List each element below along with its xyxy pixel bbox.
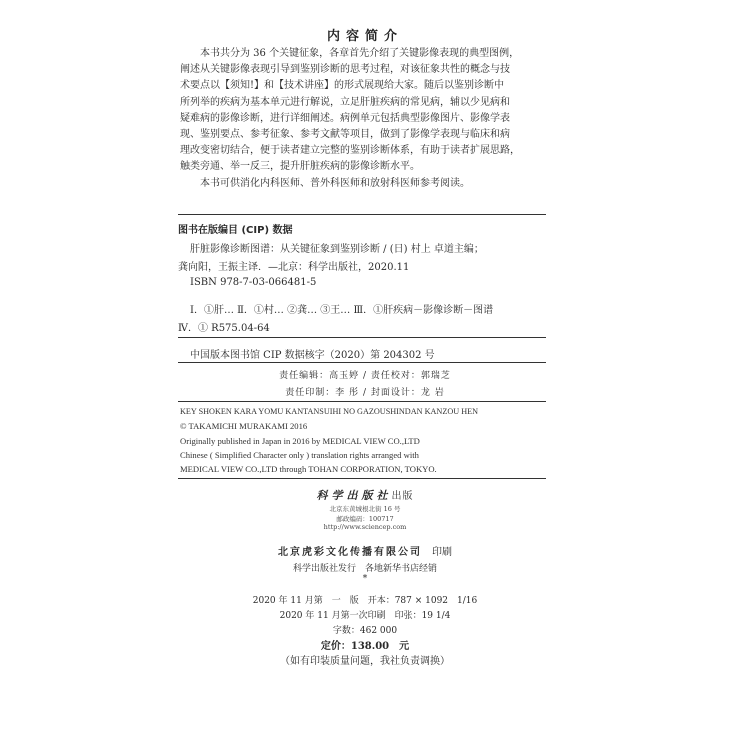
price: 定价：138.00 元 [320,641,410,652]
intro-line: 触类旁通、举一反三，提升肝脏疾病的影像诊断水平。 [180,161,420,173]
rights-agency: MEDICAL VIEW CO.,LTD through TOHAN CORPORATION, TOKYO. [180,464,437,474]
intro-line: 疑难病的影像诊断，进行详细阐述。病例单元包括典型影像图片、影像学表 [180,112,510,124]
cip-classification-1: Ⅰ．①肝… Ⅱ．①村… ②龚… ③王… Ⅲ．①肝疾病－影像诊断－图谱 [190,305,494,316]
divider [178,401,546,402]
intro-line: 所列举的疾病为基本单元进行解说，立足肝脏疾病的常见病，辅以少见病和 [180,96,510,108]
cip-title-line: 肝脏影像诊断图谱：从关键征象到鉴别诊断 / (日) 村上 卓道主编； [190,244,484,255]
translation-rights: Chinese ( Simplified Character only ) translation rights arranged with [180,450,419,460]
publisher-postcode: 邮政编码：100717 [336,515,394,523]
editors-line: 责任编辑：高玉婷 / 责任校对：郭瑞芝 [279,371,451,381]
publisher-address: 北京东黄城根北街 16 号 [329,505,401,513]
cip-record-number: 中国版本图书馆 CIP 数据核字（2020）第 204302 号 [190,350,435,361]
divider [178,337,546,338]
printer-name: 北京虎彩文化传播有限公司 [278,547,422,558]
intro-line: 理改变密切结合，便于读者建立完整的鉴别诊断体系，有助于读者扩展思路， [180,145,520,157]
intro-line: 本书共分为 36 个关键征象，各章首先介绍了关键影像表现的典型图例， [200,48,520,59]
copyright-holder: © TAKAMICHI MURAKAMI 2016 [180,421,308,431]
print-design-line: 责任印制：李 彤 / 封面设计：龙 岩 [285,388,445,398]
cip-isbn: ISBN 978-7-03-066481-5 [190,277,317,288]
cip-heading: 图书在版编目 (CIP) 数据 [178,225,293,236]
page-title: 内容简介 [326,29,403,44]
word-count: 字数：462 000 [332,626,398,636]
original-publisher: Originally published in Japan in 2016 by MEDICAL VIEW CO.,LTD [180,436,420,446]
printer-suffix: 印刷 [432,547,452,558]
divider [178,362,546,363]
separator-star: * [362,574,368,584]
distribution-line: 科学出版社发行 各地新华书店经销 [292,564,437,574]
publisher-url: http://www.sciencep.com [323,523,407,531]
original-title: KEY SHOKEN KARA YOMU KANTANSUIHI NO GAZOUSHINDAN KANZOU HEN [180,407,479,416]
intro-line: 现、鉴别要点、参考征象、参考文献等项目，做到了影像学表现与临床和病 [180,129,510,141]
intro-line: 术要点以【须知!】和【技术讲座】的形式展现给大家。随后以鉴别诊断中 [180,80,505,92]
publisher-name [0,487,730,503]
quality-notice: （如有印装质量问题，我社负责调换） [280,656,450,667]
publisher-suffix: 出版 [391,491,414,502]
intro-paragraph-2: 本书可供消化内科医师、普外科医师和放射科医师参考阅读。 [200,177,470,189]
printer-line [0,543,730,558]
intro-text [180,46,545,192]
divider [178,214,546,215]
intro-line: 阐述从关键影像表现引导到鉴别诊断的思考过程，对该征象共性的概念与技 [180,64,510,76]
edition-line: 2020 年 11 月第 一 版 开本：787 × 1092 1/16 [252,596,478,606]
publisher-logo-text: 科学出版社 [316,489,392,502]
divider [178,478,546,479]
cip-author-line: 龚向阳，王振主译．—北京：科学出版社，2020.11 [178,262,410,273]
printing-line: 2020 年 11 月第一次印刷 印张：19 1/4 [279,611,451,621]
cip-classification-2: Ⅳ．① R575.04-64 [178,323,270,334]
